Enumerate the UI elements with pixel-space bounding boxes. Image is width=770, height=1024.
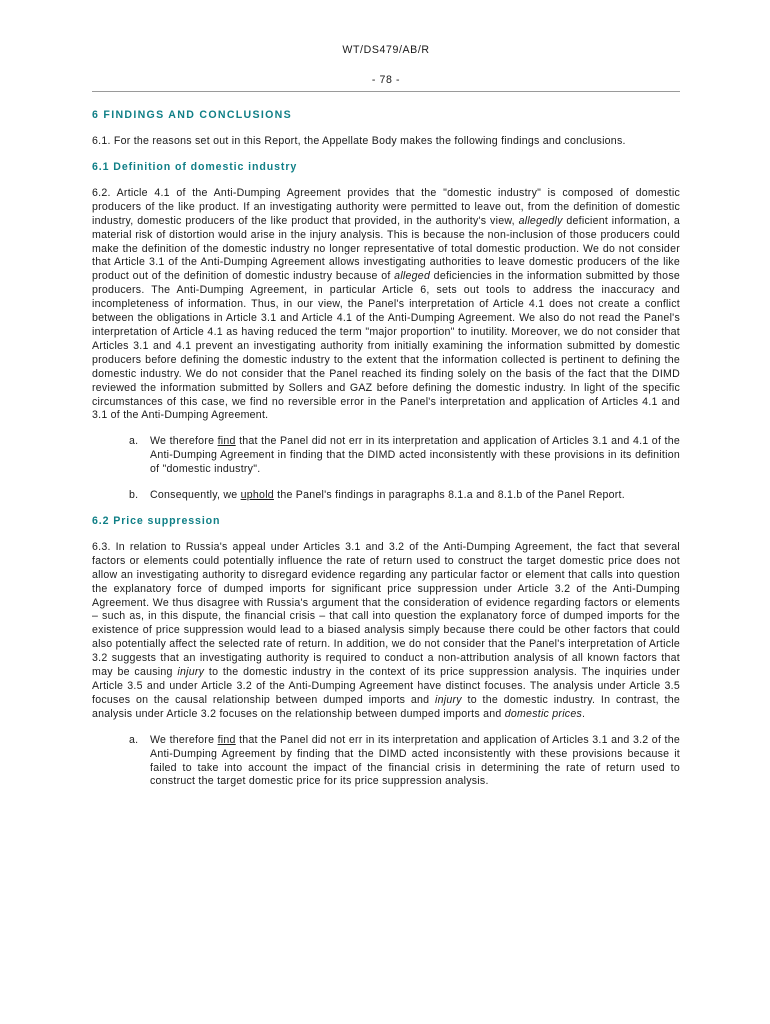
- item-label: a.: [129, 435, 139, 448]
- item-label: b.: [129, 489, 139, 502]
- paragraph-6-3: 6.3. In relation to Russia's appeal under Articles 3.1 and 3.2 of the Anti-Dumping Agreement, the fact that several factors or elements could potentially influence the rate of return used to construct the target domestic price does not allow an investigating authority to disregard evidence regarding any particular factor or element that calls into question the explanatory force of dumped imports for significant price suppression under Article 3.2 of the Anti-Dumping Agreement. We thus disagree with Russia's argument that the consideration of evidence regarding factors or elements – such as, in this dispute, the financial crisis – that call into question the explanatory force of dumped imports for the existence of price suppression would lead to a biased analysis simply because there could be other factors that could also potentially affect the selected rate of return. In addition, we do not consider that the Panel's interpretation of Article 3.2 suggests that an investigating authority is required to conduct a non-attribution analysis of all known factors that may be causing injury to the domestic industry in the context of its price suppression analysis. The inquiries under Article 3.5 and under Article 3.2 of the Anti-Dumping Agreement have distinct focuses. The analysis under Article 3.5 focuses on the causal relationship between dumped imports and injury to the domestic industry. In contrast, the analysis under Article 3.2 focuses on the relationship between dumped imports and domestic prices.: [92, 540, 680, 720]
- section-heading: 6 FINDINGS AND CONCLUSIONS: [92, 109, 292, 121]
- item-label: a.: [129, 733, 139, 746]
- paragraph-6-1: 6.1. For the reasons set out in this Report, the Appellate Body makes the following findings and conclusions.: [92, 135, 626, 147]
- subsection-heading-price-suppression: 6.2 Price suppression: [92, 514, 221, 527]
- page-number: - 78 -: [371, 74, 401, 86]
- subsection-heading-domestic-industry: 6.1 Definition of domestic industry: [92, 160, 298, 173]
- finding-item-b: b. Consequently, we uphold the Panel's findings in paragraphs 8.1.a and 8.1.b of the Panel Report.: [129, 489, 625, 502]
- finding-item-a: a. We therefore find that the Panel did not err in its interpretation and application of Articles 3.1 and 4.1 of the Anti-Dumping Agreement in finding that the DIMD acted inconsistently with these provisions in its definition of "domestic industry".: [129, 435, 680, 476]
- document-page: [92, 0, 680, 789]
- header-divider: [92, 91, 680, 92]
- document-code: WT/DS479/AB/R: [342, 44, 430, 56]
- finding-item-a-price: a. We therefore find that the Panel did not err in its interpretation and application of Articles 3.1 and 3.2 of the Anti-Dumping Agreement by finding that the DIMD acted inconsistently with these provisions because it failed to take into account the impact of the financial crisis in determining the rate of return used to construct the target domestic price for its price suppression analysis.: [129, 733, 680, 788]
- paragraph-6-2: 6.2. Article 4.1 of the Anti-Dumping Agreement provides that the "domestic industry" is composed of domestic producers of the like product. If an investigating authority were permitted to leave out, from the definition of domestic industry, domestic producers of the like product that provided, in the authority's view, allegedly deficient information, a material risk of distortion would arise in the injury analysis. This is because the non-inclusion of those producers could make the definition of the domestic industry no longer representative of total domestic production. We do not consider that Article 3.1 of the Anti-Dumping Agreement allows investigating authorities to leave domestic producers of the like product out of the definition of domestic industry because of alleged deficiencies in the information submitted by those producers. The Anti-Dumping Agreement, in particular Article 6, sets out tools to address the inaccuracy and incompleteness of information. Thus, in our view, the Panel's interpretation of Article 4.1 does not create a conflict between the obligations in Article 3.1 and Article 4.1 of the Anti-Dumping Agreement. We also do not read the Panel's interpretation of Article 4.1 as having reduced the term "major proportion" to inutility. Moreover, we do not consider that Articles 3.1 and 4.1 prevent an investigating authority from initially examining the information submitted by domestic producers before defining the domestic industry to the extent that the information collected is pertinent to defining the domestic industry. We do not consider that the Panel reached its finding solely on the basis of the fact that the DIMD reviewed the information submitted by Sollers and GAZ before defining the domestic industry. In light of the specific circumstances of this case, we find no reversible error in the Panel's interpretation and application of Articles 4.1 and 3.1 of the Anti-Dumping Agreement.: [92, 186, 681, 422]
